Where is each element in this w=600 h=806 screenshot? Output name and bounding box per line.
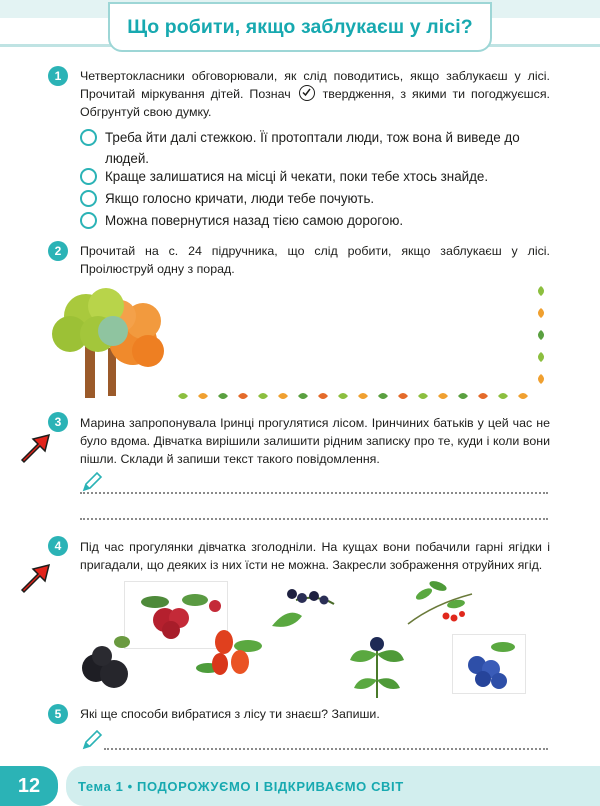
crowberry-image[interactable] [346,630,408,700]
nightshade-image[interactable] [268,586,340,632]
option-2-checkbox[interactable] [80,168,97,185]
blackberry-image[interactable] [80,632,132,690]
option-4-checkbox[interactable] [80,212,97,229]
option-1-checkbox[interactable] [80,129,97,146]
berry-photo-blueberry[interactable] [452,634,526,694]
highlight-arrow-icon [18,560,54,596]
option-3[interactable] [80,188,550,209]
task-5-text: Які ще способи вибратися з лісу ти знаєш? Запиши. [80,707,380,721]
answer-line-3b[interactable] [80,518,548,520]
option-3-label: Якщо голосно кричати, люди тебе почують. [105,191,375,206]
leaf-border [178,286,544,399]
page-footer [0,766,600,806]
option-2[interactable] [80,166,550,187]
page-number-box [0,766,58,806]
rosehip-image[interactable] [188,628,268,684]
answer-line-5[interactable] [104,748,548,750]
option-3-checkbox[interactable] [80,190,97,207]
option-2-label: Краще залишатися на місці й чекати, поки тебе хтось знайде. [105,169,489,184]
task-3-text: Марина запропонувала Іринці прогулятися лісом. Іринчиних батьків у цей час не було вдома. Дівчатка вирішили залишити рідним записку про те, куди і коли вони пішли. Склади й запиши текст такого повідомлення. [80,416,550,467]
task-number-1: 1 [48,66,68,86]
page-title-box [108,2,492,52]
answer-line-3a[interactable] [80,492,548,494]
page-title: Що робити, якщо заблукаєш у лісі? [127,15,473,38]
option-1-label: Треба йти далі стежкою. Її протоптали люди, тож вона й виведе до людей. [105,130,520,166]
drawing-frame [48,286,558,404]
page-number: 12 [17,774,41,797]
check-mark-icon [299,85,315,101]
task-number-2: 2 [48,241,68,261]
task-1-text-a: Четвертокласники обговорювали, як слід поводитись, якщо заблукаєш у лісі. Прочитай міркування дітей. Познач [80,69,550,102]
pencil-icon [80,728,104,752]
task-1-text-b: твердження, з якими ти погоджуєшся. Обгрунтуй свою думку. [80,87,550,120]
task-number-3: 3 [48,412,68,432]
topic-band [66,766,600,806]
option-4-label: Можна повернутися назад тією самою дорогою. [105,213,404,228]
trees-illustration [52,288,164,398]
blueberry-image [453,635,525,693]
wolfberry-image[interactable] [404,574,476,632]
task-1-text [80,67,550,122]
option-4[interactable] [80,210,550,231]
option-1[interactable] [80,127,550,169]
task-number-4: 4 [48,536,68,556]
task-4-text: Під час прогулянки дівчатка зголодніли. На кущах вони побачили гарні ягідки і пригадали, що деяких із них їсти не можна. Закресли зображення отруйних ягід. [80,540,550,573]
highlight-arrow-icon [18,430,54,466]
topic-title: Тема 1 • ПОДОРОЖУЄМО І ВІДКРИВАЄМО СВІТ [78,778,404,794]
task-number-5: 5 [48,704,68,724]
pencil-icon [80,470,104,494]
task-2-text: Прочитай на с. 24 підручника, що слід робити, якщо заблукаєш у лісі. Проілюструй одну з порад. [80,244,550,277]
